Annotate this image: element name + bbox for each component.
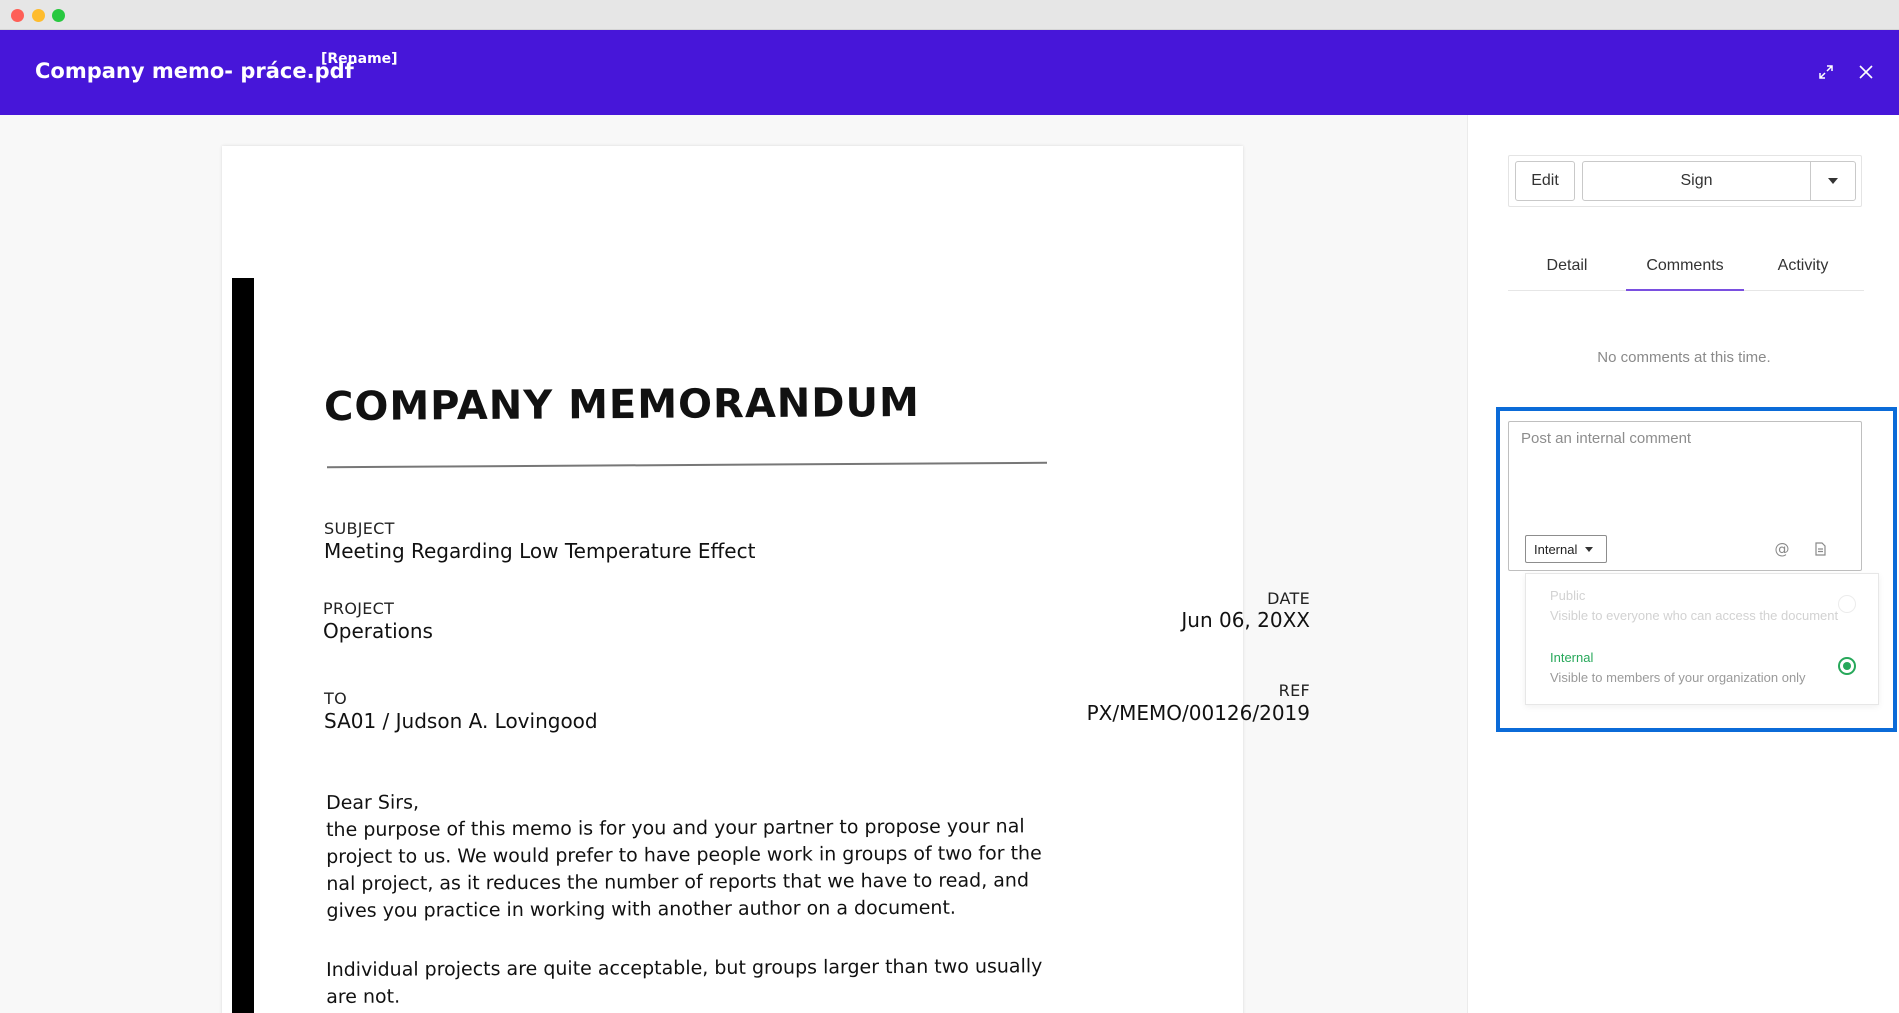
option-title: Internal xyxy=(1550,650,1594,665)
ref-value: PX/MEMO/00126/2019 xyxy=(1086,701,1310,725)
memo-heading: COMPANY MEMORANDUM xyxy=(323,379,920,431)
action-toolbar xyxy=(1508,155,1862,207)
document-page xyxy=(222,146,1310,1013)
file-name-title: Company memo- práce.pdf xyxy=(35,59,354,83)
tab-comments[interactable]: Comments xyxy=(1626,255,1744,291)
visibility-option-internal[interactable] xyxy=(1526,640,1880,700)
visibility-dropdown xyxy=(1525,573,1879,705)
memo-paragraph-2: Individual projects are quite acceptable, but groups larger than two usually are not. xyxy=(326,955,1043,1008)
memo-paragraph-1: the purpose of this memo is for you and your partner to propose your nal project to us. We would prefer to have people work in groups of two for the nal project, as it reduces the number of reports that we have to read, and gives you practice in working with another author on a document. xyxy=(326,815,1042,922)
sign-button[interactable]: Sign xyxy=(1582,161,1811,201)
scan-edge-mark xyxy=(232,278,254,1013)
edit-button[interactable]: Edit xyxy=(1515,161,1575,201)
at-sign-icon[interactable]: @ xyxy=(1774,540,1790,558)
tab-detail[interactable]: Detail xyxy=(1546,257,1588,274)
date-label: DATE xyxy=(1267,589,1310,608)
to-value: SA01 / Judson A. Lovingood xyxy=(324,709,598,733)
expand-icon[interactable] xyxy=(1811,57,1841,87)
document-viewer[interactable] xyxy=(0,115,1467,1013)
panel-tabs xyxy=(1508,255,1864,291)
document-icon[interactable] xyxy=(1809,538,1831,560)
chevron-down-icon xyxy=(1585,547,1593,552)
memo-greeting: Dear Sirs, xyxy=(326,791,420,814)
comment-composer xyxy=(1508,421,1862,571)
option-title: Public xyxy=(1550,588,1586,603)
subject-value: Meeting Regarding Low Temperature Effect xyxy=(324,539,756,563)
visibility-select[interactable] xyxy=(1525,535,1607,563)
empty-comments-message: No comments at this time. xyxy=(1597,349,1771,366)
window-titlebar xyxy=(0,0,1899,30)
sign-options-button[interactable] xyxy=(1810,161,1856,201)
ref-label: REF xyxy=(1278,681,1310,700)
radio-button-selected[interactable] xyxy=(1838,657,1856,675)
subject-label: SUBJECT xyxy=(324,519,395,538)
option-description: Visible to members of your organization only xyxy=(1550,670,1806,685)
heading-divider xyxy=(327,462,1047,468)
project-value: Operations xyxy=(323,619,433,643)
option-description: Visible to everyone who can access the document xyxy=(1550,608,1839,623)
tab-activity[interactable]: Activity xyxy=(1777,257,1829,274)
side-panel xyxy=(1467,115,1899,1013)
chevron-down-icon xyxy=(1828,178,1838,184)
app-header xyxy=(0,30,1899,115)
visibility-option-public[interactable] xyxy=(1526,578,1880,638)
project-label: PROJECT xyxy=(323,599,395,618)
date-value: Jun 06, 20XX xyxy=(1181,608,1310,632)
rename-link[interactable]: [Rename] xyxy=(321,51,398,67)
visibility-select-value: Internal xyxy=(1534,541,1578,557)
comment-input[interactable] xyxy=(1521,430,1851,520)
to-label: TO xyxy=(324,689,347,708)
minimize-window-button[interactable] xyxy=(32,9,45,22)
close-window-button[interactable] xyxy=(11,9,24,22)
close-icon[interactable] xyxy=(1851,57,1881,87)
radio-button[interactable] xyxy=(1838,595,1856,613)
maximize-window-button[interactable] xyxy=(52,9,65,22)
